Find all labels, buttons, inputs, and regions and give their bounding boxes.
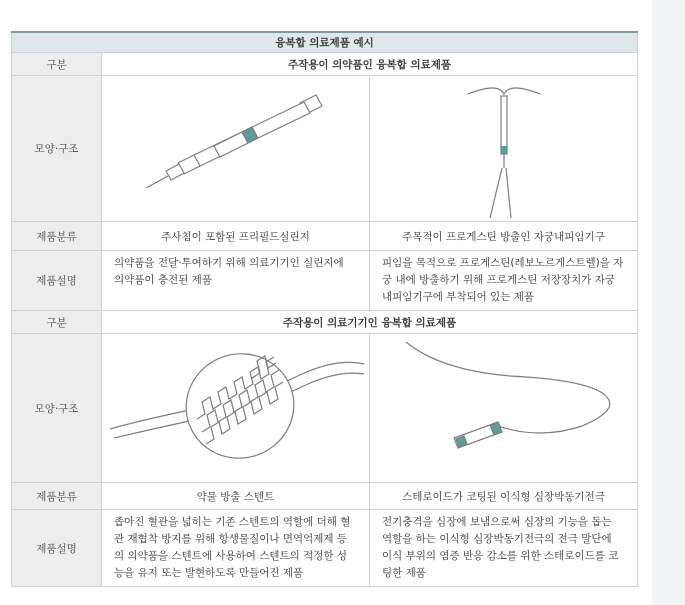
label-shape: 모양·구조: [12, 76, 102, 222]
stent-name: 약물 방출 스텐트: [102, 483, 370, 510]
stent-image: [102, 334, 370, 483]
electrode-description: 전기충격을 심장에 보냄으로써 심장의 기능을 돕는 역할을 하는 이식형 심장박동기전극의 전극 말단에 이식 부위의 염증 반응 감소를 위한 스테로이드를 코팅한 제품: [370, 510, 638, 587]
electrode-name: 스테로이드가 코팅된 이식형 심장박동기전극: [370, 483, 638, 510]
label-classification-1: 제품분류: [12, 222, 102, 251]
table-title: 융복합 의료제품 예시: [12, 32, 638, 53]
section1-header: 주작용이 의약품인 융복합 의료제품: [102, 53, 638, 76]
stent-description: 좁아진 혈관을 넓히는 기존 스텐트의 역할에 더해 혈관 재협착 방지를 위해 항생물질이나 면역억제제 등의 의약품을 스텐트에 사용하여 스텐트의 적정한 성능을 유지 또는 발현하도록 만들어진 제품: [102, 510, 370, 587]
syringe-illustration: [102, 76, 370, 221]
stent-illustration: [102, 334, 370, 482]
label-category: 구분: [12, 53, 102, 76]
product-table: [11, 31, 638, 587]
iud-image: [370, 76, 638, 222]
syringe-description: 의약품을 전달·투여하기 위해 의료기기인 실린지에 의약품이 충전된 제품: [102, 251, 370, 311]
scrollbar-area: [652, 0, 685, 605]
label-description-1: 제품설명: [12, 251, 102, 311]
prefilled-syringe-image: [102, 76, 370, 222]
electrode-illustration: [370, 334, 638, 482]
label-shape-2: 모양·구조: [12, 334, 102, 483]
iud-description: 피임을 목적으로 프로게스틴(레보노르게스트렐)을 자궁 내에 방출하기 위해 프로게스틴 저장장치가 자궁내피임기구에 부착되어 있는 제품: [370, 251, 638, 311]
label-category-2: 구분: [12, 311, 102, 334]
label-description-2: 제품설명: [12, 510, 102, 587]
syringe-name: 주사침이 포함된 프리필드실린지: [102, 222, 370, 251]
iud-illustration: [370, 76, 638, 221]
section2-header: 주작용이 의료기기인 융복합 의료제품: [102, 311, 638, 334]
iud-name: 주목적이 프로게스틴 방출인 자궁내피임기구: [370, 222, 638, 251]
label-classification-2: 제품분류: [12, 483, 102, 510]
electrode-image: [370, 334, 638, 483]
